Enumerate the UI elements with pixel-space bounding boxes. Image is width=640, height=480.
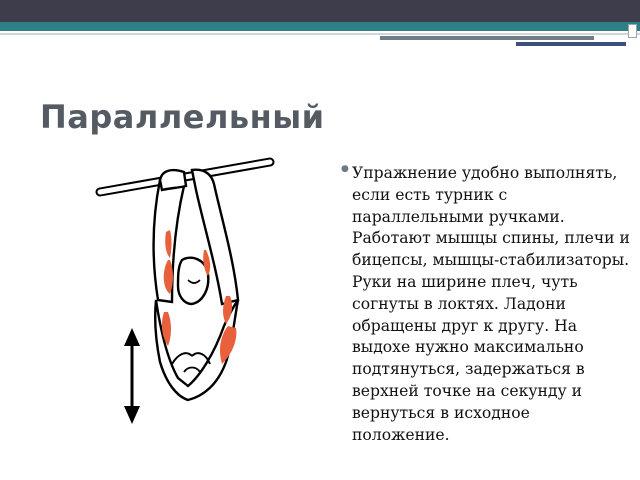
slide-title: Параллельный [40, 98, 325, 136]
top-bar [0, 0, 640, 22]
movement-arrow-icon [124, 328, 140, 424]
teal-band [0, 22, 640, 31]
pull-up-illustration [88, 150, 288, 430]
body-text: Упражнение удобно выполнять, если есть турник с параллельными ручками. Работают мышцы спины, плечи и бицепсы, мышцы-стабилизаторы. Руки на ширине плеч, чуть согнуты в локтях. Ладони обращены друг к другу. На выдохе нужно максимально подтянуться, задержаться в верхней точке на секунду и вернуться в исходное положение. [352, 164, 630, 444]
accent-bar-navy [516, 42, 626, 46]
head [178, 258, 208, 304]
accent-bar-gray [380, 36, 594, 40]
divider-line [0, 33, 640, 35]
content-block [341, 163, 630, 446]
corner-box [628, 24, 637, 38]
bullet-icon: ● [341, 164, 349, 174]
